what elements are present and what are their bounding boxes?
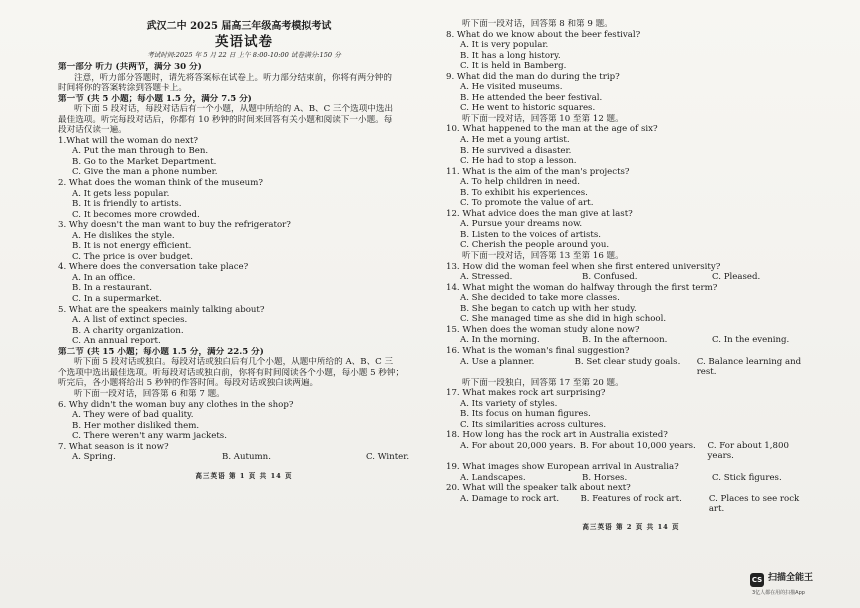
option: B. Go to the Market Department. [72, 156, 217, 167]
question: 11. What is the aim of the man's projects? [446, 166, 630, 177]
option: B. He survived a disaster. [460, 145, 572, 156]
option: A. He visited museums. [460, 82, 563, 93]
option: A. To help children in need. [460, 177, 581, 188]
option: C. Stick figures. [712, 472, 782, 483]
question: 2. What does the woman think of the museum? [58, 178, 263, 189]
option-row [446, 357, 816, 378]
question: 1.What will the woman do next? [58, 135, 199, 146]
option: B. Set clear study goals. [574, 356, 681, 367]
option: B. Her mother disliked them. [72, 420, 200, 431]
option: C. Give the man a phone number. [72, 167, 218, 178]
option-row [446, 473, 816, 484]
option: C. It becomes more crowded. [72, 209, 200, 220]
option: A. For about 20,000 years. [460, 440, 576, 451]
option: B. For about 10,000 years. [579, 440, 696, 451]
instruction-line: 听完后，各小题将给出 5 秒钟的作答时间。每段对话或独白读两遍。 [58, 378, 319, 389]
option: C. Cherish the people around you. [460, 240, 610, 251]
watermark-app-name: 扫描全能王 [768, 573, 814, 583]
instruction-line: 听下面一段独白，回答第 17 至第 20 题。 [462, 377, 624, 388]
option: C. Winter. [366, 452, 410, 463]
option: C. Places to see rock art. [708, 493, 800, 515]
question: 18. How long has the rock art in Australia existed? [446, 430, 668, 441]
camscanner-logo-icon: CS [750, 573, 764, 587]
question: 14. What might the woman do halfway through the first term? [446, 282, 718, 293]
question: 19. What images show European arrival in Australia? [446, 461, 679, 472]
option: C. There weren't any warm jackets. [72, 431, 227, 442]
exam-meta: 考试时间:2025 年 5 月 22 日 上午 8:00-10:00 试卷满分:150 分 [147, 51, 341, 59]
option: B. Confused. [582, 272, 638, 283]
instruction-line: 最佳选项。听完每段对话后，你都有 10 秒钟的时间来回答有关小题和阅读下一小题。每 [58, 114, 393, 125]
option: B. Autumn. [222, 452, 271, 463]
option: A. Landscapes. [460, 472, 526, 483]
question: 7. What season is it now? [58, 441, 169, 452]
page-footer: 高三英语 第 2 页 共 14 页 [582, 522, 680, 531]
option: A. Use a planner. [460, 356, 535, 367]
part1-heading: 第一部分 听力 (共两节，满分 30 分) [58, 62, 202, 72]
option: A. Its variety of styles. [460, 398, 558, 409]
option: A. Stressed. [460, 272, 513, 283]
option: B. Horses. [582, 472, 628, 483]
option: A. In an office. [72, 272, 136, 283]
option: A. In the morning. [460, 335, 540, 346]
option: A. Pursue your dreams now. [460, 219, 583, 230]
option: A. She decided to take more classes. [460, 293, 620, 304]
notice-line: 注意，听力部分答题时，请先将答案标在试卷上。听力部分结束前，你将有两分钟的 [74, 72, 392, 83]
question: 17. What makes rock art surprising? [446, 388, 606, 399]
question: 4. Where does the conversation take place? [58, 262, 249, 273]
option: C. In the evening. [712, 335, 790, 346]
instruction-line: 听下面一段对话，回答第 8 和第 9 题。 [462, 19, 613, 29]
section1-heading: 第一节 (共 5 小题；每小题 1.5 分，满分 7.5 分) [58, 93, 252, 104]
option-row [446, 335, 816, 346]
option: C. Pleased. [712, 272, 761, 283]
question: 15. When does the woman study alone now? [446, 324, 640, 335]
option: B. Its focus on human figures. [460, 409, 591, 420]
option: B. She began to catch up with her study. [460, 303, 637, 314]
option: A. It gets less popular. [72, 188, 170, 199]
question: 16. What is the woman's final suggestion? [446, 345, 630, 356]
option: A. He dislikes the style. [72, 230, 175, 241]
option: B. In a restaurant. [72, 283, 152, 294]
subject-title: 英语试卷 [215, 34, 273, 50]
option: B. Listen to the voices of artists. [460, 229, 601, 240]
option: A. Damage to rock art. [460, 493, 560, 504]
instruction-line: 听下面 5 段对话或独白。每段对话或独白后有几个小题，从题中所给的 A、B、C 三 [74, 357, 394, 368]
instruction-line: 听下面一段对话，回答第 13 至第 16 题。 [462, 251, 624, 262]
instruction-line: 听下面一段对话，回答第 10 至第 12 题。 [462, 113, 624, 124]
option: A. Put the man through to Ben. [72, 146, 209, 157]
option: C. Its similarities across cultures. [460, 419, 607, 430]
instruction-line: 段对话仅读一遍。 [58, 125, 127, 136]
exam-title: 武汉二中 2025 届高三年级高考模拟考试 [146, 21, 332, 32]
option: A. It is very popular. [460, 40, 549, 51]
question: 20. What will the speaker talk about next? [446, 483, 631, 494]
question: 10. What happened to the man at the age of six? [446, 124, 658, 135]
option: B. In the afternoon. [582, 335, 668, 346]
instruction-line: 听下面 5 段对话，每段对话后有一个小题，从题中所给的 A、B、C 三个选项中选出 [74, 104, 394, 115]
question: 3. Why doesn't the man want to buy the refrigerator? [58, 220, 291, 231]
option: B. Features of rock art. [580, 493, 682, 504]
option: C. He had to stop a lesson. [460, 156, 577, 167]
option: C. The price is over budget. [72, 251, 193, 262]
section2-heading: 第二节 (共 15 小题；每小题 1.5 分，满分 22.5 分) [58, 346, 264, 357]
question: 9. What did the man do during the trip? [446, 71, 620, 82]
option: C. For about 1,800 years. [707, 440, 789, 462]
option: C. He went to historic squares. [460, 103, 596, 114]
option: C. An annual report. [72, 336, 161, 347]
option: C. It is held in Bamberg. [460, 61, 567, 72]
option: B. To exhibit his experiences. [460, 187, 588, 198]
notice-line: 时间将你的答案转涂到答题卡上。 [58, 83, 187, 94]
option-row [446, 441, 816, 462]
question: 6. Why didn't the woman buy any clothes in the shop? [58, 399, 294, 410]
option: B. He attended the beer festival. [460, 92, 603, 103]
question: 12. What advice does the man give at last? [446, 208, 633, 219]
option-row [446, 494, 816, 515]
page-left [58, 20, 430, 481]
instruction-line: 听下面一段对话，回答第 6 和第 7 题。 [74, 388, 225, 399]
option: B. It has a long history. [460, 50, 561, 61]
option: A. A list of extinct species. [72, 315, 188, 326]
option-row [446, 272, 816, 283]
instruction-line: 个选项中选出最佳选项。听每段对话或独白前，你将有时间阅读各个小题，每小题 5 秒钟； [58, 367, 405, 378]
question: 8. What do we know about the beer festival? [446, 29, 641, 40]
question: 13. How did the woman feel when she first entered university? [446, 261, 721, 272]
option: B. It is not energy efficient. [72, 241, 192, 252]
page-footer: 高三英语 第 1 页 共 14 页 [195, 471, 293, 480]
option: A. They were of bad quality. [72, 410, 194, 421]
option: A. He met a young artist. [460, 135, 570, 146]
option: B. It is friendly to artists. [72, 199, 182, 210]
option-row [58, 452, 430, 463]
option: B. A charity organization. [72, 325, 184, 336]
option: C. To promote the value of art. [460, 198, 594, 209]
page-right [446, 19, 816, 532]
question: 5. What are the speakers mainly talking about? [58, 304, 265, 315]
watermark-tagline: 3亿人都在用的扫描App [752, 590, 805, 596]
option: A. Spring. [72, 452, 116, 463]
option: C. Balance learning and rest. [696, 356, 802, 378]
option: C. In a supermarket. [72, 294, 162, 305]
option: C. She managed time as she did in high school. [460, 314, 667, 325]
